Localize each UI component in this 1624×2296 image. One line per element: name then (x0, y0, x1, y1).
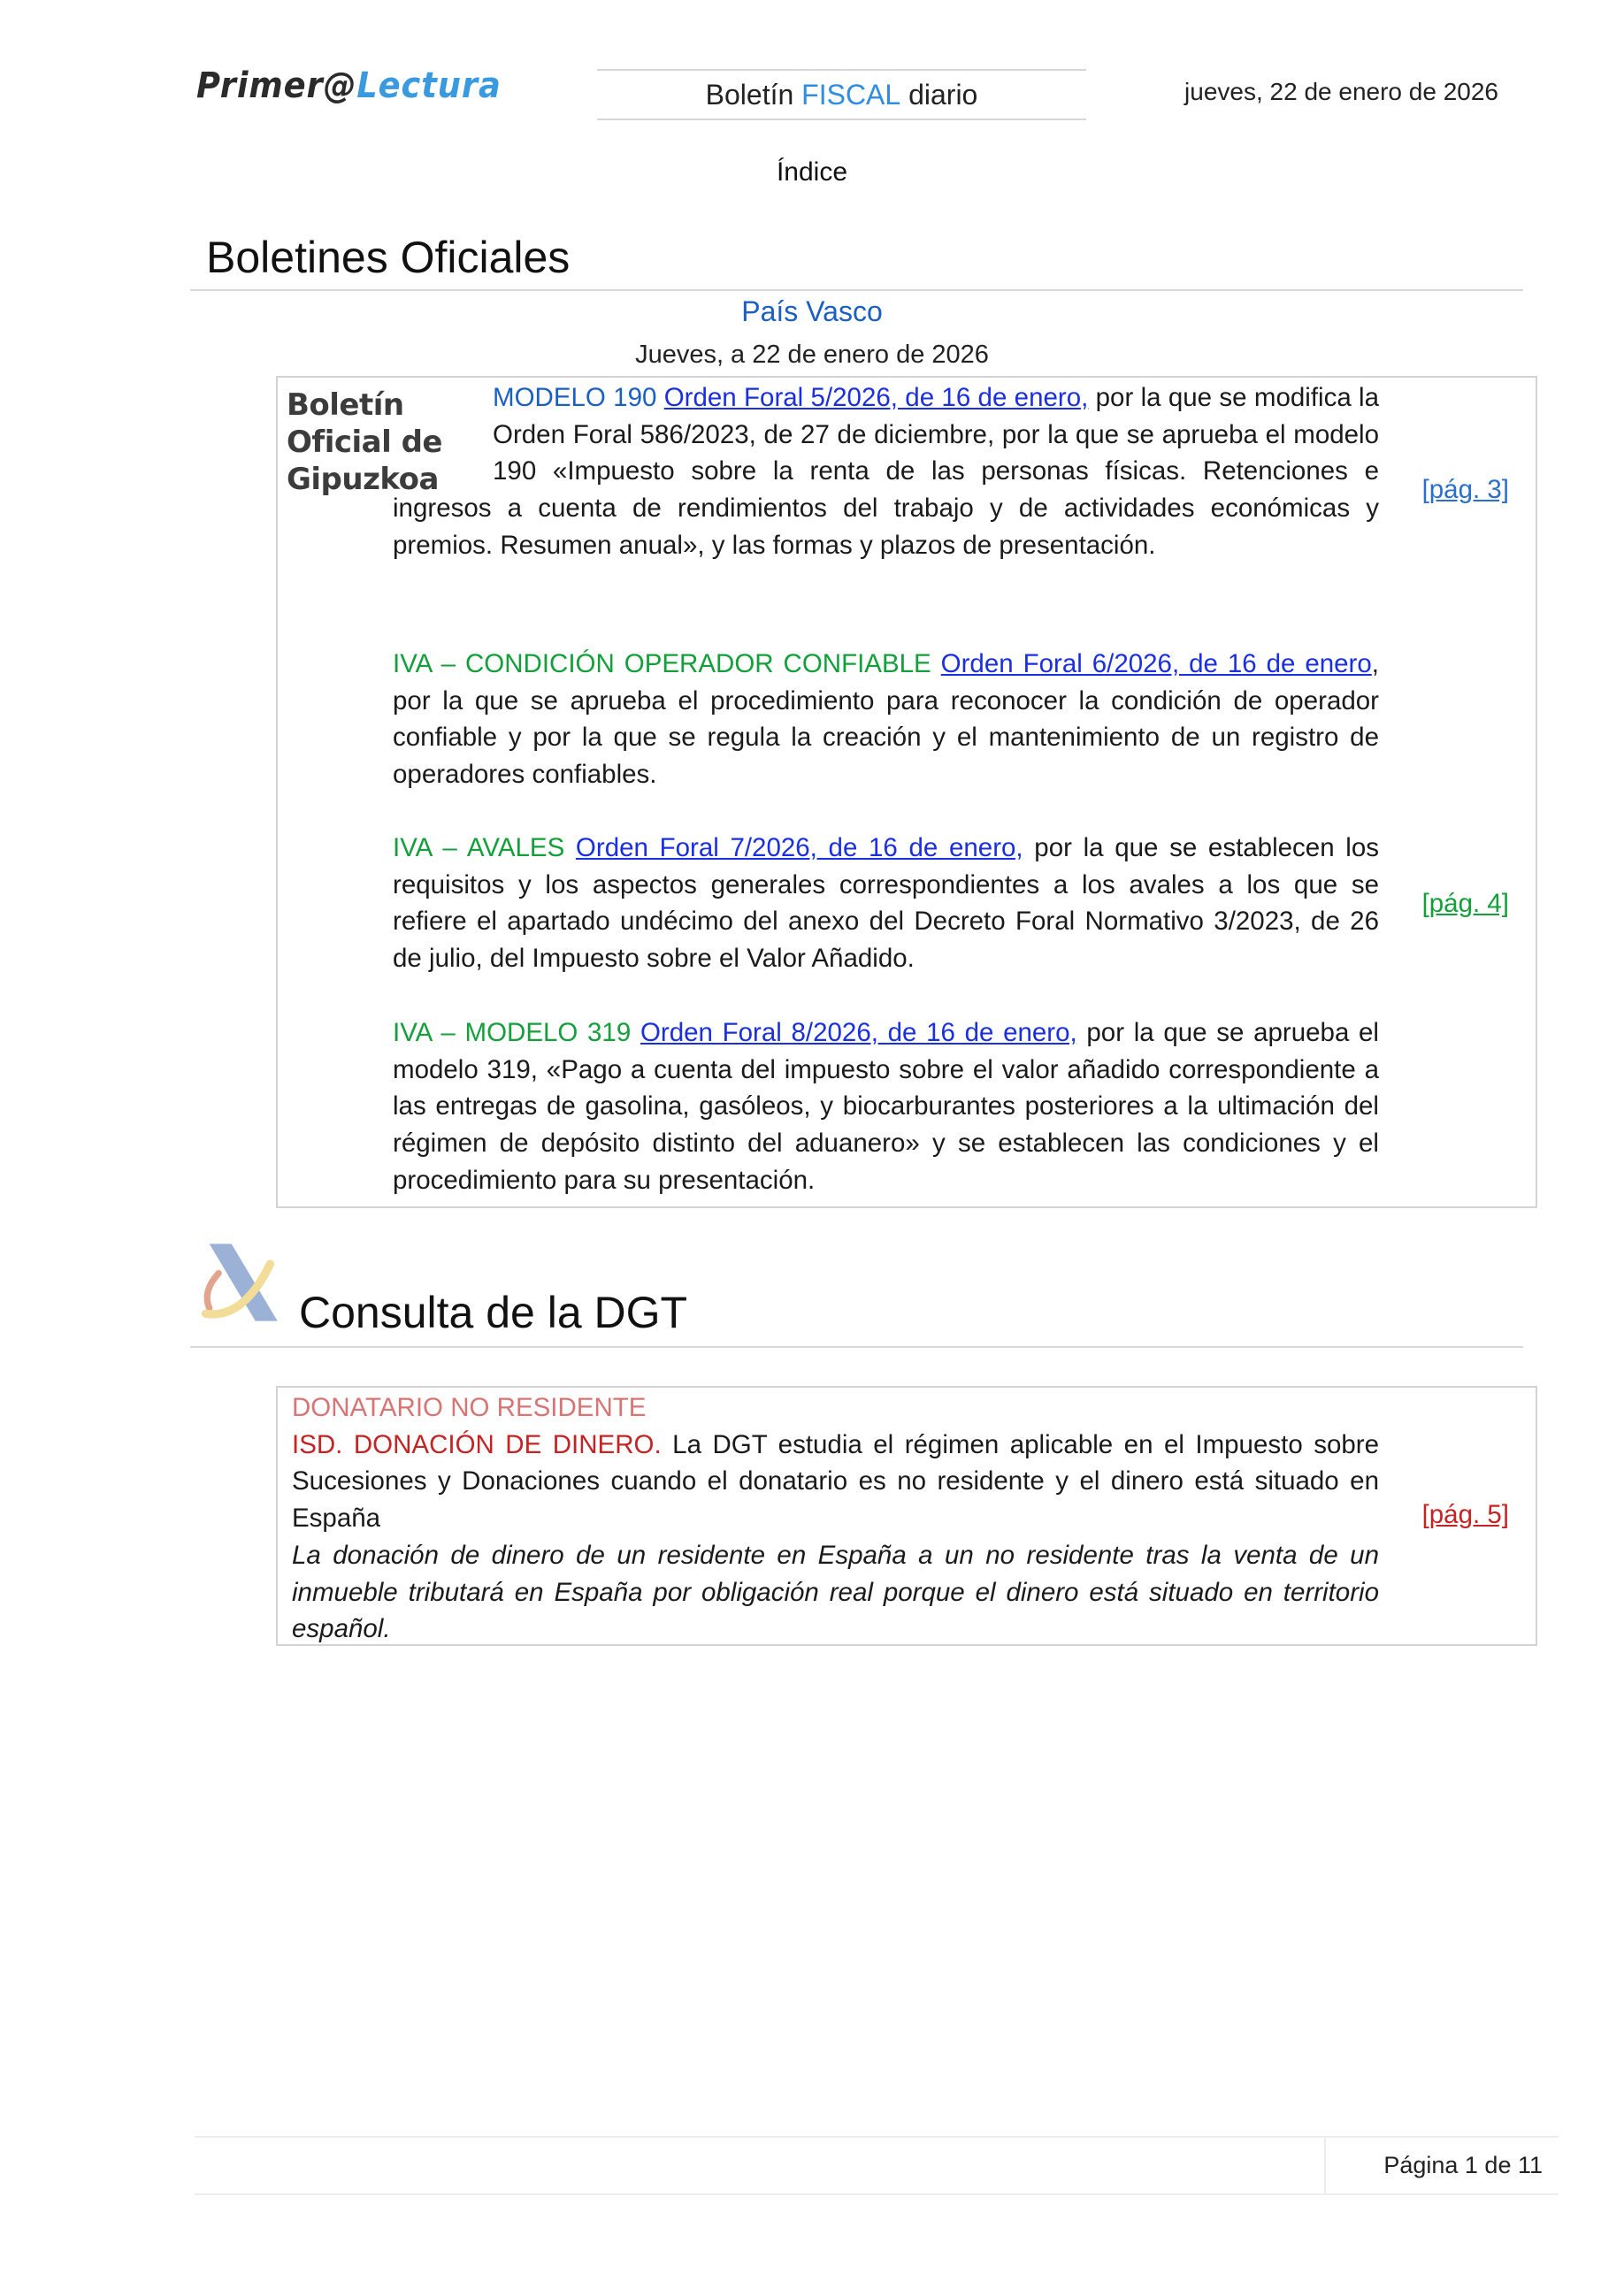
page-link[interactable]: [pág. 4] (1421, 889, 1509, 918)
entry-link[interactable]: Orden Foral 7/2026, de 16 de enero, (575, 833, 1023, 862)
entry-summary: La donación de dinero de un residente en España a un no residente tras la venta de un inmueble tributará en España por obligación real porque el dinero está situado en territorio español. (292, 1540, 1379, 1644)
entry-tag: IVA – CONDICIÓN OPERADOR CONFIABLE (393, 649, 931, 678)
page-link[interactable]: [pág. 5] (1421, 1500, 1509, 1529)
entry-link[interactable]: Orden Foral 5/2026, de 16 de enero, (663, 383, 1089, 412)
title-accent: FISCAL (801, 78, 901, 111)
dateline: Jueves, a 22 de enero de 2026 (635, 341, 989, 369)
title-pre: Boletín (705, 78, 802, 111)
entry-tag: MODELO 190 (493, 383, 657, 412)
entry-text: por la que se aprueba el modelo 319, «Pago a cuenta del impuesto sobre el valor añadido correspondiente a las entregas de gasolina, gasóleos, y biocarburantes posteriores a la ultimación del régimen de depósito distinto del aduanero» y se establecen las condiciones y el procedimiento para su presentación. (393, 1018, 1379, 1195)
bulletin-entry (393, 1014, 1379, 1199)
page-link[interactable]: [pág. 3] (1421, 475, 1509, 504)
bulletin-table (276, 376, 1537, 1208)
logo-line: Oficial de (287, 425, 442, 460)
region-title: País Vasco (741, 295, 883, 327)
bulletin-entry (393, 379, 1379, 564)
index-title[interactable]: Índice (776, 157, 848, 187)
entry-text: La DGT estudia el régimen aplicable en el Impuesto sobre Sucesiones y Donaciones cuando el donatario es no residente y el dinero está situado en España (292, 1429, 1379, 1534)
entry-tag: IVA – AVALES (393, 833, 565, 862)
section-divider (190, 289, 1523, 291)
entry-text: por la que se modifica la Orden Foral 586/2023, de 27 de diciembre, por la que se aprueba el modelo 190 «Impuesto sobre la renta de las personas físicas. Retenciones e ingresos a cuenta de rendimientos del trabajo y de actividades económicas y premios. Resumen anual», y las formas y plazos de presentación. (393, 383, 1379, 560)
bulletin-title (597, 69, 1086, 120)
agencia-tributaria-logo-icon (193, 1236, 285, 1328)
logo-part-1: Primer@ (196, 65, 357, 106)
logo-line: Gipuzkoa (287, 462, 439, 497)
bulletin-entry (393, 830, 1379, 977)
page-number: Página 1 de 11 (1383, 2152, 1543, 2178)
primera-lectura-logo (196, 65, 502, 106)
entry-category: DONATARIO NO RESIDENTE (292, 1393, 647, 1422)
dgt-entry (292, 1389, 1379, 1648)
logo-line: Boletín (287, 387, 404, 423)
footer-divider (1324, 2138, 1326, 2193)
entry-tag: IVA – MODELO 319 (393, 1018, 632, 1047)
section-heading-boletines: Boletines Oficiales (206, 233, 571, 282)
entry-link[interactable]: Orden Foral 8/2026, de 16 de enero, (640, 1018, 1077, 1047)
section-heading-dgt: Consulta de la DGT (299, 1288, 688, 1337)
page-footer (195, 2136, 1559, 2195)
dgt-table (276, 1386, 1537, 1646)
entry-link[interactable]: Orden Foral 6/2026, de 16 de enero (940, 649, 1372, 678)
bulletin-entry (393, 646, 1379, 793)
header-date: jueves, 22 de enero de 2026 (1184, 78, 1498, 105)
entry-text: , por la que se aprueba el procedimiento para reconocer la condición de operador confiable y por la que se regula la creación y el mantenimiento de un registro de operadores confiables. (393, 649, 1379, 790)
entry-tag: ISD. DONACIÓN DE DINERO. (292, 1429, 662, 1459)
logo-part-2: Lectura (356, 65, 502, 106)
title-post: diario (900, 78, 978, 111)
entry-text: por la que se establecen los requisitos y los aspectos generales correspondientes a los avales a los que se refiere el apartado undécimo del anexo del Decreto Foral Normativo 3/2023, de 26 de julio, del Impuesto sobre el Valor Añadido. (393, 833, 1379, 974)
section-divider (190, 1346, 1523, 1348)
